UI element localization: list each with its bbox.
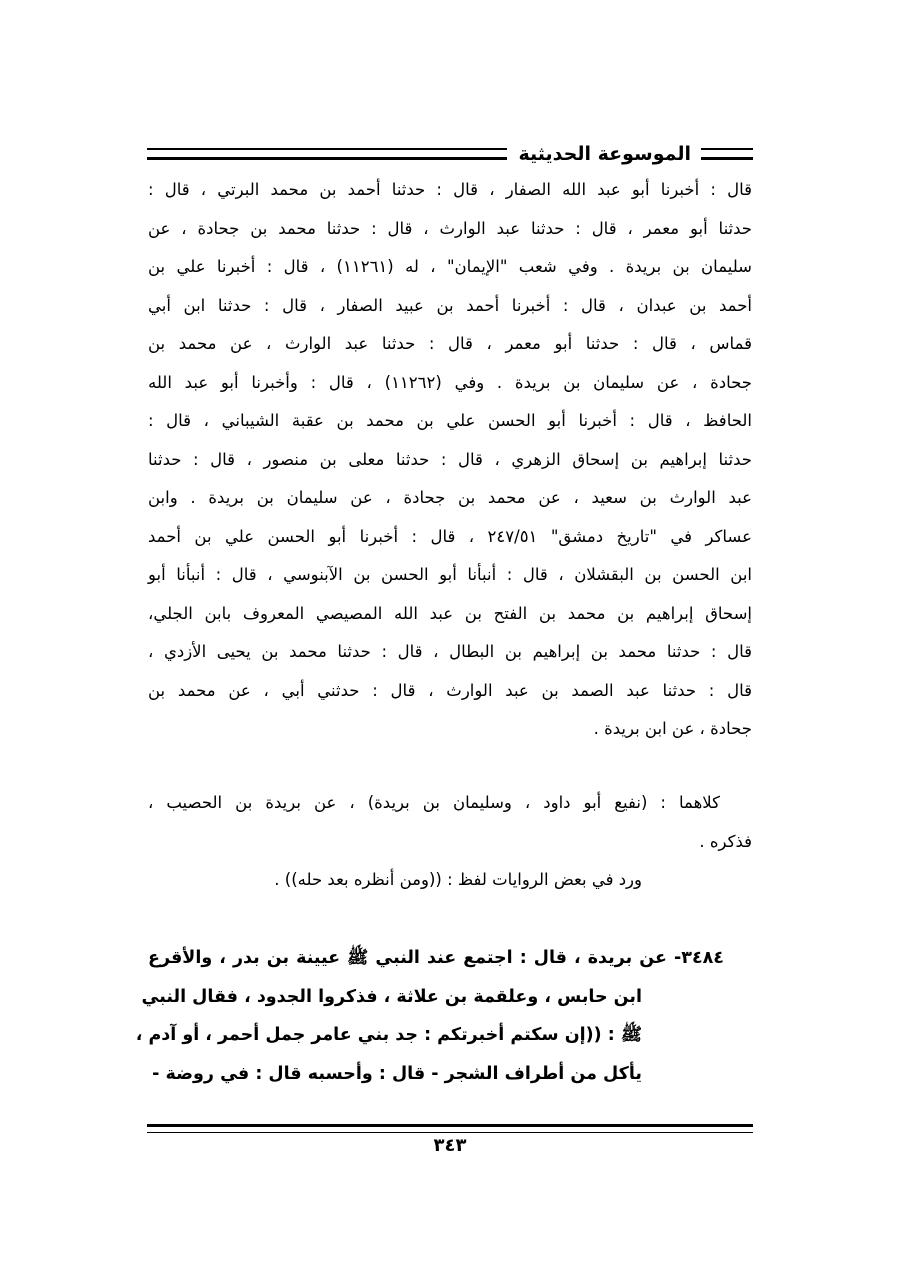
takhrij-paragraph — [148, 171, 752, 749]
hadith-line: ٣٤٨٤- عن بريدة ، قال : اجتمع عند النبي ﷺ عيينة بن بدر ، والأقرع — [148, 948, 724, 968]
text-line: سليمان بن بريدة . وفي شعب "الإيمان" ، له (١١٢٦١) ، قال : أخبرنا علي بن — [148, 257, 752, 276]
text-line: الحافظ ، قال : أخبرنا أبو الحسن علي بن محمد بن عقبة الشيباني ، قال : — [148, 411, 752, 430]
text-line: إسحاق إبراهيم بن محمد بن الفتح بن عبد الله المصيصي المعروف بابن الجلي، — [148, 603, 752, 623]
variant-note — [148, 861, 752, 900]
text-line: حدثنا إبراهيم بن إسحاق الزهري ، قال : حدثنا معلى بن منصور ، قال : حدثنا — [148, 449, 752, 469]
page-header — [147, 141, 753, 167]
hadith-3484 — [135, 939, 752, 1093]
text-line: أحمد بن عبدان ، قال : أخبرنا أحمد بن عبيد الصفار ، قال : حدثنا ابن أبي — [148, 295, 752, 315]
footer-rule — [147, 1124, 753, 1133]
text-line: كلاهما : (نفيع أبو داود ، وسليمان بن بريدة) ، عن بريدة بن الحصيب ، — [148, 793, 720, 812]
hadith-line: ﷺ : ((إن سكتم أخبرتكم : جد بني عامر جمل أحمر ، أو آدم ، — [135, 1025, 642, 1045]
text-line: عساكر في "تاريخ دمشق" ٢٤٧/٥١ ، قال : أخبرنا أبو الحسن علي بن أحمد — [148, 526, 752, 546]
page-number: ٣٤٣ — [433, 1135, 467, 1156]
text-line: قال : حدثنا عبد الصمد بن عبد الوارث ، قال : حدثني أبي ، عن محمد بن — [148, 680, 752, 700]
hadith-line: ابن حابس ، وعلقمة بن علاثة ، فذكروا الجدود ، فقال النبي — [141, 986, 642, 1007]
hadith-line: يأكل من أطراف الشجر - قال : وأحسبه قال : في روضة - — [152, 1063, 642, 1084]
text-line: ابن الحسن بن البقشلان ، قال : أنبأنا أبو الحسن بن الآبنوسي ، قال : أنبأنا أبو — [148, 565, 752, 584]
header-title: الموسوعة الحديثية — [518, 143, 691, 165]
text-line: حدثنا أبو معمر ، قال : حدثنا عبد الوارث ، قال : حدثنا محمد بن جحادة ، عن — [148, 218, 752, 238]
text-line: عبد الوارث بن سعيد ، عن محمد بن جحادة ، عن سليمان بن بريدة . وابن — [148, 488, 752, 507]
text-line: قماس ، قال : حدثنا أبو معمر ، قال : حدثنا عبد الوارث ، عن محمد بن — [148, 334, 752, 353]
text-line: ورد في بعض الروايات لفظ : ((ومن أنظره بعد حله)) . — [274, 870, 642, 889]
text-line: جحادة ، عن ابن بريدة . — [593, 719, 752, 738]
text-line: جحادة ، عن سليمان بن بريدة . وفي (١١٢٦٢) ، قال : وأخبرنا أبو عبد الله — [148, 372, 752, 392]
text-line: قال : حدثنا محمد بن إبراهيم بن البطال ، قال : حدثنا محمد بن يحيى الأزدي ، — [148, 642, 752, 661]
summary-paragraph — [148, 784, 752, 861]
text-line: فذكره . — [699, 831, 752, 851]
header-rule-short — [701, 148, 753, 160]
header-rule-long — [147, 148, 507, 160]
text-line: قال : أخبرنا أبو عبد الله الصفار ، قال : حدثنا أحمد بن محمد البرتي ، قال : — [148, 180, 752, 199]
